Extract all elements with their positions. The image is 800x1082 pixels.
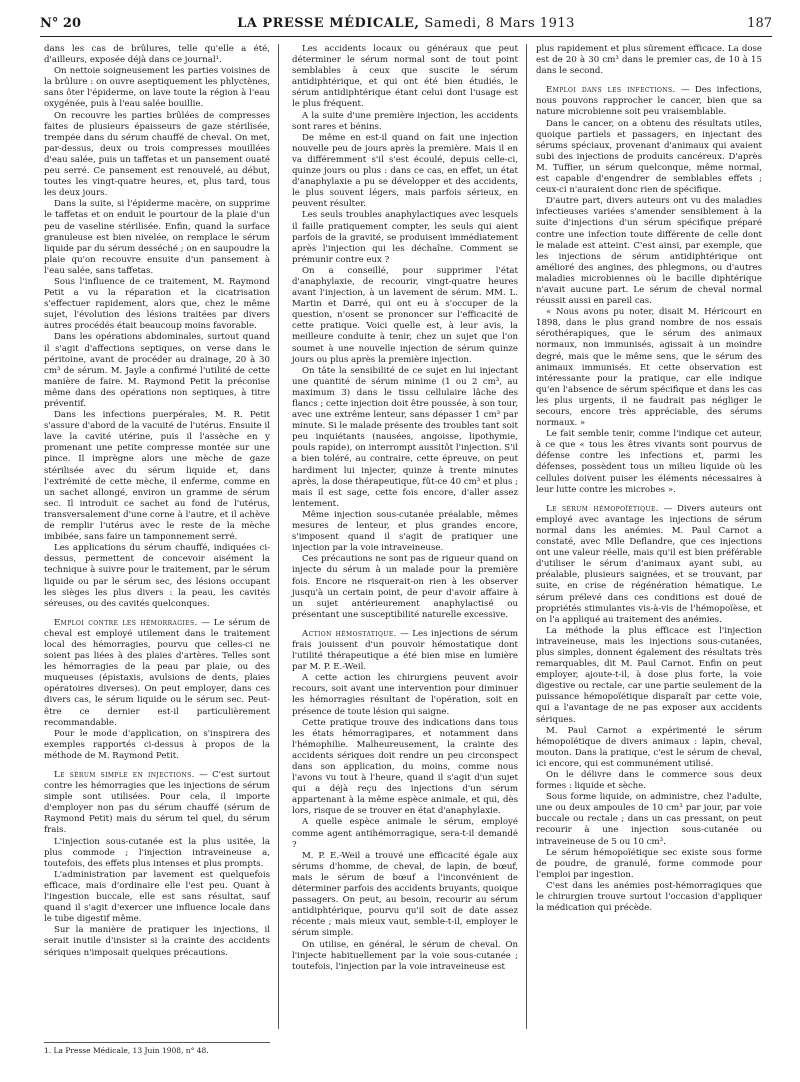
- paragraph: [44, 543, 270, 610]
- paragraph-text: On recouvre les parties brûlées de compresses faites de plusieurs épaisseurs de gaze stérilisée, trempée dans du sérum chauffé de cheval. On met, par-dessus, deux ou trois compresses mouillées d'eau salée, puis un taffetas et un pansement ouaté peu serré. Ce pansement est renouvelé, au début, toutes les vingt-quatre heures, et, plus tard, tous les deux jours.: [44, 110, 270, 199]
- section-gap: [536, 496, 762, 504]
- paragraph: [292, 366, 518, 510]
- paragraph: [44, 332, 270, 410]
- paragraph: [292, 210, 518, 265]
- paragraph: [292, 111, 518, 133]
- page-folio: 187: [747, 16, 772, 31]
- paragraph-text: — Le sérum de cheval est employé utilement dans le traitement local des hémorragies, pourvu que celles-ci ne soient pas liées à des plaies d'artères. Telles sont les hémorragies de la peau par plaie, ou des muqueuses (épistaxis, avulsions de dents, plaies opératoires diverses). On peut employer, dans ces divers cas, le sérum liquide ou le sérum sec. Peut-être ce dernier est-il particulièrement recommandable.: [44, 617, 270, 728]
- page-header: [40, 14, 772, 37]
- paragraph-text: Pour le mode d'application, on s'inspirera des exemples rapportés ci-dessus à propos de la méthode de M. Raymond Petit.: [44, 728, 270, 761]
- column-right: [536, 44, 762, 914]
- paragraph-text: — Des infections, nous pouvons rapprocher le cancer, bien que sa nature microbienne soit peu vraisemblable.: [536, 85, 762, 118]
- paragraph: [536, 44, 762, 77]
- paragraph: [44, 44, 270, 66]
- paragraph-text: Cette pratique trouve des indications dans tous les états hémorragipares, et notamment dans l'hémophilie. Malheureusement, la crainte des accidents sériques doit rendre un peu circonspect dans son application, du moins, comme nous l'avons vu tout à l'heure, quand il s'agit d'un sujet qui a déjà reçu des injections d'un sérum appartenant à la même espèce animale, et qui, dès lors, risque de se trouver en état d'anaphylaxie.: [292, 717, 518, 817]
- paragraph: [44, 729, 270, 762]
- paragraph-text: Dans le cancer, on a obtenu des résultats utiles, quoique partiels et passagers, en injectant des sérums spéciaux, provenant d'animaux qui avaient subi des injections de produits cancéreux. D'après M. Tuffier, un sérum quelconque, même normal, est capable d'engendrer de semblables effets ; ceux-ci n'auraient donc rien de spécifique.: [536, 118, 762, 196]
- paragraph: [536, 85, 762, 118]
- paragraph: [292, 673, 518, 717]
- paragraph-text: On utilise, en général, le sérum de cheval. On l'injecte habituellement par la voie sous-cutanée ; toutefois, l'injection par la voie intraveineuse est: [292, 939, 518, 972]
- paragraph: [44, 870, 270, 925]
- paragraph: [292, 554, 518, 621]
- paragraph: [44, 837, 270, 870]
- paragraph-text: Le sérum hémopoïétique sec existe sous forme de poudre, de granulé, forme commode pour l'emploi par ingestion.: [536, 847, 762, 880]
- paragraph-text: A cette action les chirurgiens peuvent avoir recours, soit avant une intervention pour diminuer les hémorragies résultant de l'opération, soit en présence de toute lésion qui saigne.: [292, 673, 518, 717]
- paragraph: [292, 940, 518, 973]
- section-heading: Le sérum simple en injections.: [54, 770, 195, 780]
- paragraph: [536, 848, 762, 881]
- paragraph-text: Dans les infections puerpérales, M. R. Petit s'assure d'abord de la vacuité de l'utérus. Ensuite il lave la cavité utérine, puis il l'assèche en y promenant une petite compresse montée sur une pince. Il imprègne alors une mèche de gaze stérilisée avec du sérum liquide et, dans l'extrémité de cette mèche, il enferme, comme en un sachet allongé, environ un gramme de sérum sec. Il introduit ce sachet au fond de l'utérus, transversalement d'une corne à l'autre, et il achève de remplir l'utérus avec le reste de la mèche imbibée, sans faire un tamponnement serré.: [44, 410, 270, 543]
- paragraph-text: Dans les opérations abdominales, surtout quand il s'agit d'affections septiques, on verse dans le péritoine, avant de procéder au drainage, 20 à 30 cm³ de sérum. M. Jayle a confirmé l'utilité de cette manière de faire. M. Raymond Petit la préconise même dans des opérations non septiques, à titre préventif.: [44, 332, 270, 409]
- paragraph: [536, 307, 762, 429]
- footnote: 1. La Presse Médicale, 13 Juin 1908, n° 48.: [44, 1042, 270, 1055]
- section-heading: Emploi contre les hémorragies.: [54, 617, 198, 628]
- paragraph-text: L'injection sous-cutanée est la plus usitée, la plus commode ; l'injection intraveineuse a, toutefois, des effets plus intenses et plus prompts.: [44, 836, 270, 869]
- paragraph-text: Ces précautions ne sont pas de rigueur quand on injecte du sérum à un malade pour la première fois. Encore ne risquerait-on rien à les observer jusqu'à un certain point, de peur d'avoir affaire à un sujet antérieurement anaphylactisé ou présentant une susceptibilité naturelle excessive.: [292, 554, 518, 620]
- paragraph: [44, 618, 270, 729]
- paragraph: [44, 410, 270, 543]
- issue-date: Samedi, 8 Mars 1913: [424, 16, 575, 31]
- paragraph: [292, 133, 518, 211]
- section-gap: [292, 621, 518, 629]
- paragraph-text: Les applications du sérum chauffé, indiquées ci-dessus, permettent de concevoir aisément la technique à suivre pour le traitement, par le sérum liquide ou par le sérum sec, des lésions occupant les sièges les plus divers : la peau, les cavités séreuses, ou des cavités quelconques.: [44, 543, 270, 609]
- paragraph: [536, 626, 762, 726]
- paragraph-text: D'autre part, divers auteurs ont vu des maladies infectieuses variées s'amender sensiblement à la suite d'injections d'un sérum spécifique préparé contre une infection toute différente de celle dont le malade est atteint. C'est ainsi, par exemple, que les injections de sérum antidiphtérique ont amélioré des angines, des phlegmons, ou d'autres maladies microbiennes où le bacille diphtérique n'avait aucune part. Le sérum de cheval normal réussit aussi en pareil cas.: [536, 196, 762, 307]
- paragraph-text: M. P. E.-Weil a trouvé une efficacité égale aux sérums d'homme, de cheval, de lapin, de bœuf, mais le sérum de bœuf a l'inconvénient de déterminer parfois des accidents bruyants, quoique passagers. On peut, au besoin, recourir au sérum antidiphtérique, pourvu qu'il soit de date assez récente ; mais mieux vaut, semble-t-il, employer le sérum simple.: [292, 850, 518, 939]
- paragraph-text: On a conseillé, pour supprimer l'état d'anaphylaxie, de recourir, vingt-quatre heures avant l'injection, à un lavement de sérum. MM. L. Martin et Darré, qui ont eu à s'occuper de la question, n'osent se prononcer sur l'efficacité de cette pratique. Voici quelle est, à leur avis, la meilleure conduite à tenir, chez un sujet que l'on soumet à une nouvelle injection de sérum quinze jours ou plus après la première injection.: [292, 265, 518, 365]
- paragraph-text: Dans la suite, si l'épiderme macère, on supprime le taffetas et on enduit le pourtour de la plaie d'un peu de vaseline stérilisée. Enfin, quand la surface granuleuse est bien nivelée, on remplace le sérum liquide par du sérum desséché ; on en saupoudre la plaie qu'on recouvre ensuite d'un pansement à l'eau salée, sans taffetas.: [44, 199, 270, 276]
- paragraph-text: — C'est surtout contre les hémorragies que les injections de sérum simple sont utilisées. Pour cela, il importe d'employer non pas du sérum chauffé (sérum de Raymond Petit) mais du sérum tel quel, du sérum frais.: [44, 770, 270, 836]
- page-number-label: N° 20: [40, 16, 81, 31]
- section-gap: [44, 762, 270, 770]
- paragraph: [536, 504, 762, 626]
- paragraph-text: plus rapidement et plus sûrement efficace. La dose est de 20 à 30 cm³ dans le premier cas, de 10 à 15 dans le second.: [536, 44, 762, 77]
- paragraph: [44, 66, 270, 110]
- journal-title: [40, 16, 772, 31]
- paragraph: [536, 881, 762, 914]
- paragraph-text: — Les injections de sérum frais jouissent d'un pouvoir hémostatique dont l'utilité thérapeutique a été bien mise en lumière par M. P. E.-Weil.: [292, 628, 518, 673]
- paragraph: [44, 277, 270, 332]
- paragraph: [292, 266, 518, 366]
- paragraph: [536, 119, 762, 197]
- paragraph: [44, 111, 270, 200]
- paragraph-text: Les seuls troubles anaphylactiques avec lesquels il faille pratiquement compter, les seuls qui aient parfois de la gravité, se produisent immédiatement après l'injection qui les déchaîne. Comment se prémunir contre eux ?: [292, 210, 518, 265]
- section-gap: [536, 77, 762, 85]
- paragraph-text: A la suite d'une première injection, les accidents sont rares et bénins.: [292, 110, 518, 132]
- paragraph-text: dans les cas de brûlures, telle qu'elle a été, d'ailleurs, exposée déjà dans ce journal¹.: [44, 44, 270, 66]
- paragraph-text: On le délivre dans le commerce sous deux formes : liquide et sèche.: [536, 770, 762, 792]
- paragraph: [536, 196, 762, 307]
- paragraph: [292, 718, 518, 818]
- paragraph-text: Même injection sous-cutanée préalable, mêmes mesures de lenteur, et plus grandes encore, s'imposent quand il s'agit de pratiquer une injection par la voie intraveineuse.: [292, 509, 518, 554]
- paragraph: [292, 44, 518, 111]
- paragraph: [536, 429, 762, 496]
- paragraph: [292, 510, 518, 554]
- paragraph: [292, 629, 518, 673]
- paragraph-text: Le fait semble tenir, comme l'indique cet auteur, à ce que « tous les êtres vivants sont pourvus de défense contre les infections et, parmi les défenses, possèdent tous un milieu liquide où les cellules doivent puiser les éléments nécessaires à leur lutte contre les microbes ».: [536, 429, 762, 495]
- paragraph-text: C'est dans les anémies post-hémorragiques que le chirurgien trouve surtout l'occasion d'appliquer la médication qui précède.: [536, 880, 762, 914]
- paragraph: [536, 770, 762, 792]
- paragraph-text: L'administration par lavement est quelquefois efficace, mais d'ordinaire elle l'est peu. Quant à l'ingestion buccale, elle est sans résultat, sauf quand il s'agit d'exercer une influence locale dans le tube digestif même.: [44, 869, 270, 925]
- paragraph-text: Sous forme liquide, on administre, chez l'adulte, une ou deux ampoules de 10 cm³ par jour, par voie buccale ou rectale ; dans un cas pressant, on peut recourir à une injection sous-cutanée ou intraveineuse de 5 ou 10 cm³.: [536, 792, 762, 847]
- paragraph-text: On tâte la sensibilité de ce sujet en lui injectant une quantité de sérum minime (1 ou 2 cm³, au maximum 3) dans le tissu cellulaire lâche des flancs ; cette injection doit être poussée, à son tour, avec une extrême lenteur, sans dépasser 1 cm³ par minute. Si le malade présente des troubles tant soit peu inquiétants (nausées, angoisse, lipothymie, pouls rapide), on interrompt aussitôt l'injection. S'il a bien toléré, au contraire, cette épreuve, on peut hardiment lui injecter, quinze à trente minutes après, la dose thérapeutique, fût-ce 40 cm³ et plus ; mais il est sage, cette fois encore, d'aller assez lentement.: [292, 365, 519, 509]
- paragraph: [292, 817, 518, 850]
- paragraph-text: De même en est-il quand on fait une injection nouvelle peu de jours après la première. Mais il en va différemment s'il s'est écoulé, depuis celle-ci, quinze jours ou plus : dans ce cas, en effet, un état d'anaphylaxie a pu se développer et des accidents, le plus souvent légers, mais parfois sérieux, en peuvent résulter.: [292, 132, 518, 210]
- paragraph-text: — Divers auteurs ont employé avec avantage les injections de sérum normal dans les anémies. M. Paul Carnot a constaté, avec Mlle Deflandre, que ces injections ont une valeur réelle, mais qu'il est bien préférable d'utiliser le sérum d'animaux ayant subi, au préalable, plusieurs saignées, et se trouvant, par suite, en crise de régénération hématique. Le sérum prélevé dans ces conditions est doué de propriétés stimulantes vis-à-vis de l'hémopoïèse, et on l'a appliqué au traitement des anémies.: [536, 503, 762, 625]
- column-middle: [292, 44, 527, 1029]
- paragraph: [44, 925, 270, 958]
- paragraph-text: On nettoie soigneusement les parties voisines de la brûlure : on ouvre aseptiquement les phlyctènes, sans ôter l'épiderme, on lave toute la région à l'eau oxygénée, puis à l'eau salée bouillie.: [44, 66, 270, 110]
- paragraph: [292, 851, 518, 940]
- section-heading: Emploi dans les infections.: [546, 85, 676, 96]
- paragraph-text: M. Paul Carnot a expérimenté le sérum hémopoïétique de divers animaux : lapin, cheval, mouton. Dans la pratique, c'est le sérum de cheval, ici encore, qui est communément utilisé.: [536, 725, 762, 769]
- paragraph: [536, 792, 762, 847]
- paragraph: [44, 199, 270, 277]
- section-heading: Action hémostatique.: [302, 628, 397, 639]
- journal-name: LA PRESSE MÉDICALE,: [237, 16, 420, 31]
- paragraph-text: A quelle espèce animale le sérum, employé comme agent antihémorragique, sera-t-il demandé ?: [292, 817, 518, 850]
- paragraph: [536, 726, 762, 770]
- section-heading: Le sérum hémopoïétique.: [546, 503, 659, 514]
- paragraph-text: Sous l'influence de ce traitement, M. Raymond Petit a vu la réparation et la cicatrisation s'effectuer rapidement, alors que, chez le même sujet, l'évolution des lésions traitées par divers autres procédés était beaucoup moins favorable.: [44, 276, 270, 332]
- paragraph-text: Les accidents locaux ou généraux que peut déterminer le sérum normal sont de tout point semblables à ceux que suscite le sérum antidiphtérique, et qui ont été bien étudiés, le sérum antidiphtérique étant celui dont l'usage est le plus fréquent.: [292, 44, 518, 110]
- paragraph-text: Sur la manière de pratiquer les injections, il serait inutile d'insister si la crainte des accidents sériques n'imposait quelques précautions.: [44, 925, 270, 958]
- column-left: [44, 44, 279, 1029]
- paragraph-text: La méthode la plus efficace est l'injection intraveineuse, mais les injections sous-cutanées, plus simples, donnent également des résultats très remarquables, dit M. Paul Carnot. Enfin on peut employer, ajoute-t-il, à dose plus forte, la voie digestive ou rectale, car une partie seulement de la puissance hémopoïétique disparaît par cette voie, qui a l'avantage de ne pas exposer aux accidents sériques.: [536, 625, 762, 725]
- paragraph: [44, 770, 270, 837]
- paragraph-text: « Nous avons pu noter, disait M. Héricourt en 1898, dans le plus grand nombre de nos essais sérothérapiques, que le sérum des animaux normaux, non immunisés, agissait à un moindre degré, mais que le même sens, que le sérum des animaux immunisés. Et cette observation est intéressante pour la pratique, car elle indique qu'en l'absence de sérum spécifique et dans les cas les plus urgents, il ne faudrait pas négliger le secours, encore très appréciable, des sérums normaux. »: [536, 307, 762, 429]
- section-gap: [44, 610, 270, 618]
